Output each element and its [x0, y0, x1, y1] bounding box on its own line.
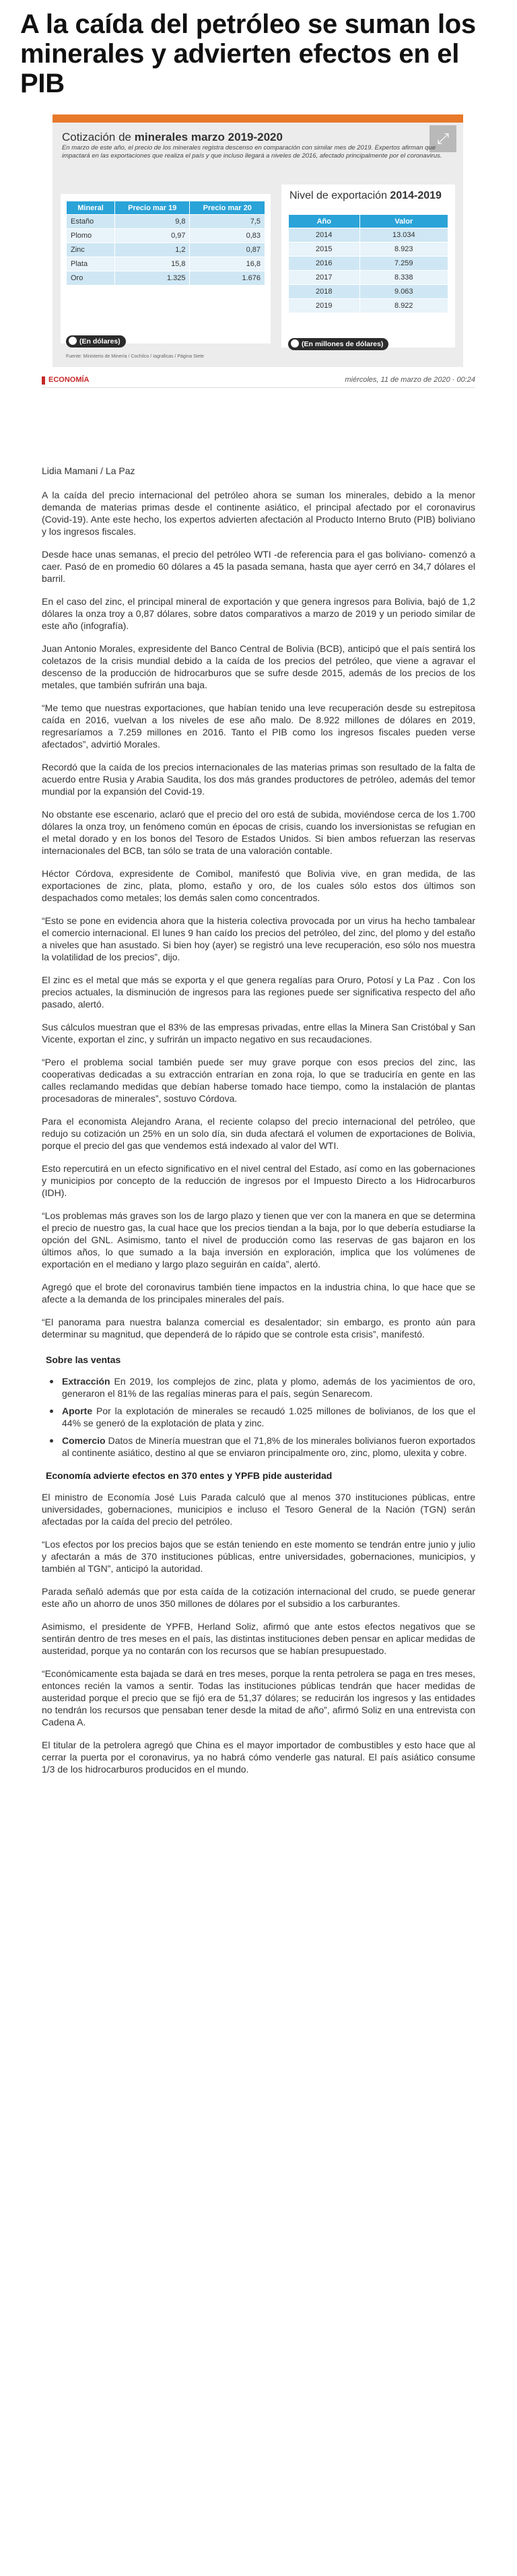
infographic-note: En marzo de este año, el precio de los minerales registra descenso en comparación con similar mes de 2019. Expertos afirman que impactará en las exportaciones que realiza el país y que incluso llegará a niveles de 2016, afectado principalmente por el coronavirus. [62, 144, 442, 160]
paragraph: No obstante ese escenario, aclaró que el precio del oro está de subida, moviéndose cerca de los 1.700 dólares la onza troy, un fenómeno común en épocas de crisis, cuando los inversionistas se refugian en el metal dorado y en los bonos del Tesoro de Estados Unidos. Si bien ambos refuerzan las reservas internacionales del BCB, tan sólo se trata de una valoración contable. [42, 809, 475, 856]
author-byline: Lidia Mamani / La Paz [42, 465, 135, 476]
table-header: Valor [359, 215, 448, 228]
article-body [42, 465, 475, 1786]
table-row: 2015 8.923 [289, 242, 448, 257]
sales-heading: Sobre las ventas [46, 1354, 121, 1365]
list-item: Aporte Por la explotación de minerales se recaudó 1.025 millones de bolivianos, de los que el 44% se generó de la explotación de plata y zinc. [42, 1405, 475, 1429]
exports-table [288, 214, 448, 313]
paragraph: El zinc es el metal que más se exporta y el que genera regalías para Oruro, Potosí y La Paz . Con los precios actuales, la disminución de ingresos para las regiones puede ser significativa respecto del año pasado, alertó. [42, 975, 475, 1010]
paragraph: Esto repercutirá en un efecto significativo en el nivel central del Estado, así como en las gobernaciones y municipios por concepto de la reducción de ingresos por el Impuesto Directo a los Hidrocarburos (IDH). [42, 1163, 475, 1198]
paragraph: El titular de la petrolera agregó que China es el mayor importador de combustibles y esto hace que al cerrar la puerta por el coronavirus, ya no habrá cómo venderle gas natural. El país asiático consume 1/3 de los hidrocarburos producidos en el mundo. [42, 1740, 475, 1775]
sales-bullet-list [42, 1375, 475, 1459]
table-header: Precio mar 20 [190, 201, 265, 215]
paragraph: Agregó que el brote del coronavirus también tiene impactos en la industria china, lo que hace que se afecte a la demanda de los principales minerales del país. [42, 1282, 475, 1304]
infographic [53, 114, 463, 367]
paragraph: El ministro de Economía José Luis Parada calculó que al menos 370 instituciones públicas, entre universidades, gobernaciones, municipios e incluso el Tesoro General de la Nación (TGN) serán afectadas por la caída del precio del petróleo. [42, 1492, 475, 1527]
exports-unit-badge: (En millones de dólares) [288, 338, 388, 350]
article-meta-bar [42, 373, 475, 388]
table-row: 2017 8.338 [289, 271, 448, 285]
paragraph: “Económicamente esta bajada se dará en tres meses, porque la renta petrolera se paga en tres meses, entonces recién la vamos a sentir. Todas las instituciones públicas tendrán que hacer medidas de austeridad porque el precio que se fijó era de 51,37 dólares; se reducirán los ingresos y las entidades no tendrán los recursos que pensaban tener desde la mitad de año”, afirmó Soliz en una entrevista con Cadena A. [42, 1668, 475, 1727]
section-link[interactable]: ECONOMÍA [48, 376, 90, 384]
table-row: 2014 13.034 [289, 228, 448, 242]
table-row: Zinc 1,2 0,87 [67, 243, 265, 257]
table-row: Plomo 0,97 0,83 [67, 229, 265, 243]
infographic-source: Fuente: Ministerio de Minería / Cochilco / Iagraficas / Página Siete [66, 354, 205, 359]
section-marker-icon [42, 376, 45, 385]
minerals-unit-badge: (En dólares) [66, 335, 126, 348]
table-row: Estaño 9,8 7,5 [67, 215, 265, 229]
paragraph: “Pero el problema social también puede ser muy grave porque con esos precios del zinc, las cooperativas dedicadas a su extracción entrarían en zona roja, lo que se traduciría en gente en las calles reclamando medidas que debían haberse tomado hace tiempo, como la instalación de plantas procesadoras de minerales”, sostuvo Córdova. [42, 1057, 475, 1104]
paragraph: Recordó que la caída de los precios internacionales de las materias primas son resultado de la falta de acuerdo entre Rusia y Arabia Saudita, los dos más grandes productores de petróleo, además del temor mundial por la expansión del Covid-19. [42, 762, 475, 797]
paragraph: Juan Antonio Morales, expresidente del Banco Central de Bolivia (BCB), anticipó que el país sentirá los coletazos de la crisis mundial debido a la caída de los precios del petróleo, que viene a agravar el descenso de la producción de hidrocarburos que se sufre desde 2015, además de los precios de los metales, que también sufrirán una baja. [42, 643, 475, 690]
paragraph: Héctor Córdova, expresidente de Comibol, manifestó que Bolivia vive, en gran medida, de las exportaciones de zinc, plata, plomo, estaño y oro, de los cuales sólo estos dos últimos son despachados como metales; los demás salen como concentrados. [42, 868, 475, 903]
paragraph: Para el economista Alejandro Arana, el reciente colapso del precio internacional del petróleo, que redujo su cotización un 25% en un solo día, sin duda afectará el volumen de exportaciones de Bolivia, porque el precio del gas que vendemos está indexado al valor del WTI. [42, 1116, 475, 1151]
paragraph: Sus cálculos muestran que el 83% de las empresas privadas, entre ellas la Minera San Cristóbal y San Vicente, exportan el zinc, y sufrirán un impacto negativo en sus recaudaciones. [42, 1022, 475, 1045]
paragraph: Parada señaló además que por esta caída de la cotización internacional del crudo, se puede generar este año un ahorro de unos 350 millones de dólares por el subsidio a los carburantes. [42, 1586, 475, 1609]
paragraph: Desde hace unas semanas, el precio del petróleo WTI -de referencia para el gas boliviano- comenzó a caer. Pasó de en promedio 60 dólares a 45 la pasada semana, hasta que ayer cerró en 34,7 dólares el barril. [42, 549, 475, 584]
paragraph: En el caso del zinc, el principal mineral de exportación y que genera ingresos para Bolivia, bajó de 1,2 dólares la onza troy a 0,87 dólares, sobre datos comparativos a marzo de 2019 y un periodo similar de este año (infografía). [42, 596, 475, 631]
paragraph: “El panorama para nuestra balanza comercial es desalentador; sin embargo, es pronto aún para determinar su magnitud, que dependerá de lo rápido que se controle esta crisis”, manifestó. [42, 1317, 475, 1340]
table-header: Mineral [67, 201, 115, 215]
paragraph: A la caída del precio internacional del petróleo ahora se suman los minerales, debido a la menor demanda de materias primas desde el continente asiático, el principal afectado por el coronavirus (Covid-19). Ante este hecho, los expertos advierten afectación al Producto Interno Bruto (PIB) boliviano y los ingresos fiscales. [42, 490, 475, 537]
table-row: 2016 7.259 [289, 257, 448, 271]
table-header: Precio mar 19 [115, 201, 190, 215]
expand-icon[interactable]: ⤢ [429, 125, 456, 152]
headline: A la caída del petróleo se suman los minerales y advierten efectos en el PIB [20, 9, 476, 98]
table-row: 2018 9.063 [289, 285, 448, 299]
publish-date: miércoles, 11 de marzo de 2020 · 00:24 [345, 376, 475, 384]
exports-title: Nivel de exportación 2014-2019 [289, 190, 442, 201]
subheading: Economía advierte efectos en 370 entes y YPFB pide austeridad [46, 1470, 333, 1481]
paragraph: “Esto se pone en evidencia ahora que la histeria colectiva provocada por un virus ha hecho tambalear el comercio internacional. El lunes 9 han caído los precios del petróleo, del zinc, del plomo y del estaño a niveles que han asustado. Si bien hoy (ayer) se registró una leve recuperación, eso sólo nos muestra la volatilidad de los precios”, dijo. [42, 915, 475, 962]
list-item: Comercio Datos de Minería muestran que el 71,8% de los minerales bolivianos fueron exportados al continente asiático, destino al que se enviaron principalmente oro, zinc, plomo, ulexita y cobre. [42, 1434, 475, 1459]
paragraph: “Me temo que nuestras exportaciones, que habían tenido una leve recuperación desde su estrepitosa caída en 2016, vuelvan a los niveles de ese año malo. De 8.922 millones de dólares en 2019, regresaríamos a 7.259 millones en 2016. Tanto el PIB como los ingresos fiscales pueden verse afectados”, advirtió Morales. [42, 702, 475, 750]
table-row: 2019 8.922 [289, 299, 448, 313]
list-item: Extracción En 2019, los complejos de zinc, plata y plomo, además de los yacimientos de oro, generaron el 81% de las regalías mineras para el país, según Senarecom. [42, 1375, 475, 1399]
paragraph: “Los efectos por los precios bajos que se están teniendo en este momento se tendrán entre junio y julio y afectarán a más de 370 instituciones públicas, entre universidades, gobernaciones, municipios, y también al TGN”, anticipó la autoridad. [42, 1539, 475, 1574]
dollar-icon [291, 339, 299, 348]
table-row: Plata 15,8 16,8 [67, 257, 265, 271]
table-row: Oro 1.325 1.676 [67, 271, 265, 286]
infographic-title: Cotización de minerales marzo 2019-2020 [62, 131, 283, 143]
paragraph: “Los problemas más graves son los de largo plazo y tienen que ver con la manera en que se determina el precio de nuestro gas, la cual hace que los precios tiendan a la baja, por lo que debería estudiarse la opción del GNL. Asimismo, tanto el nivel de producción como las reservas de gas bajaron en los últimos años, lo que sumado a la baja inversión en exploración, implica que los volúmenes de exportación en el mediano y largo plazo seguirán en caída”, alertó. [42, 1210, 475, 1269]
minerals-price-table [66, 201, 265, 286]
table-header: Año [289, 215, 360, 228]
paragraph: Asimismo, el presidente de YPFB, Herland Soliz, afirmó que ante estos efectos negativos que se sentirán dentro de tres meses en el país, las distintas instituciones deben pensar en aplicar medidas de austeridad, porque ya no contarán con los recursos que se habían presupuestado. [42, 1621, 475, 1656]
infographic-top-bar [53, 114, 463, 123]
dollar-icon [69, 337, 77, 345]
